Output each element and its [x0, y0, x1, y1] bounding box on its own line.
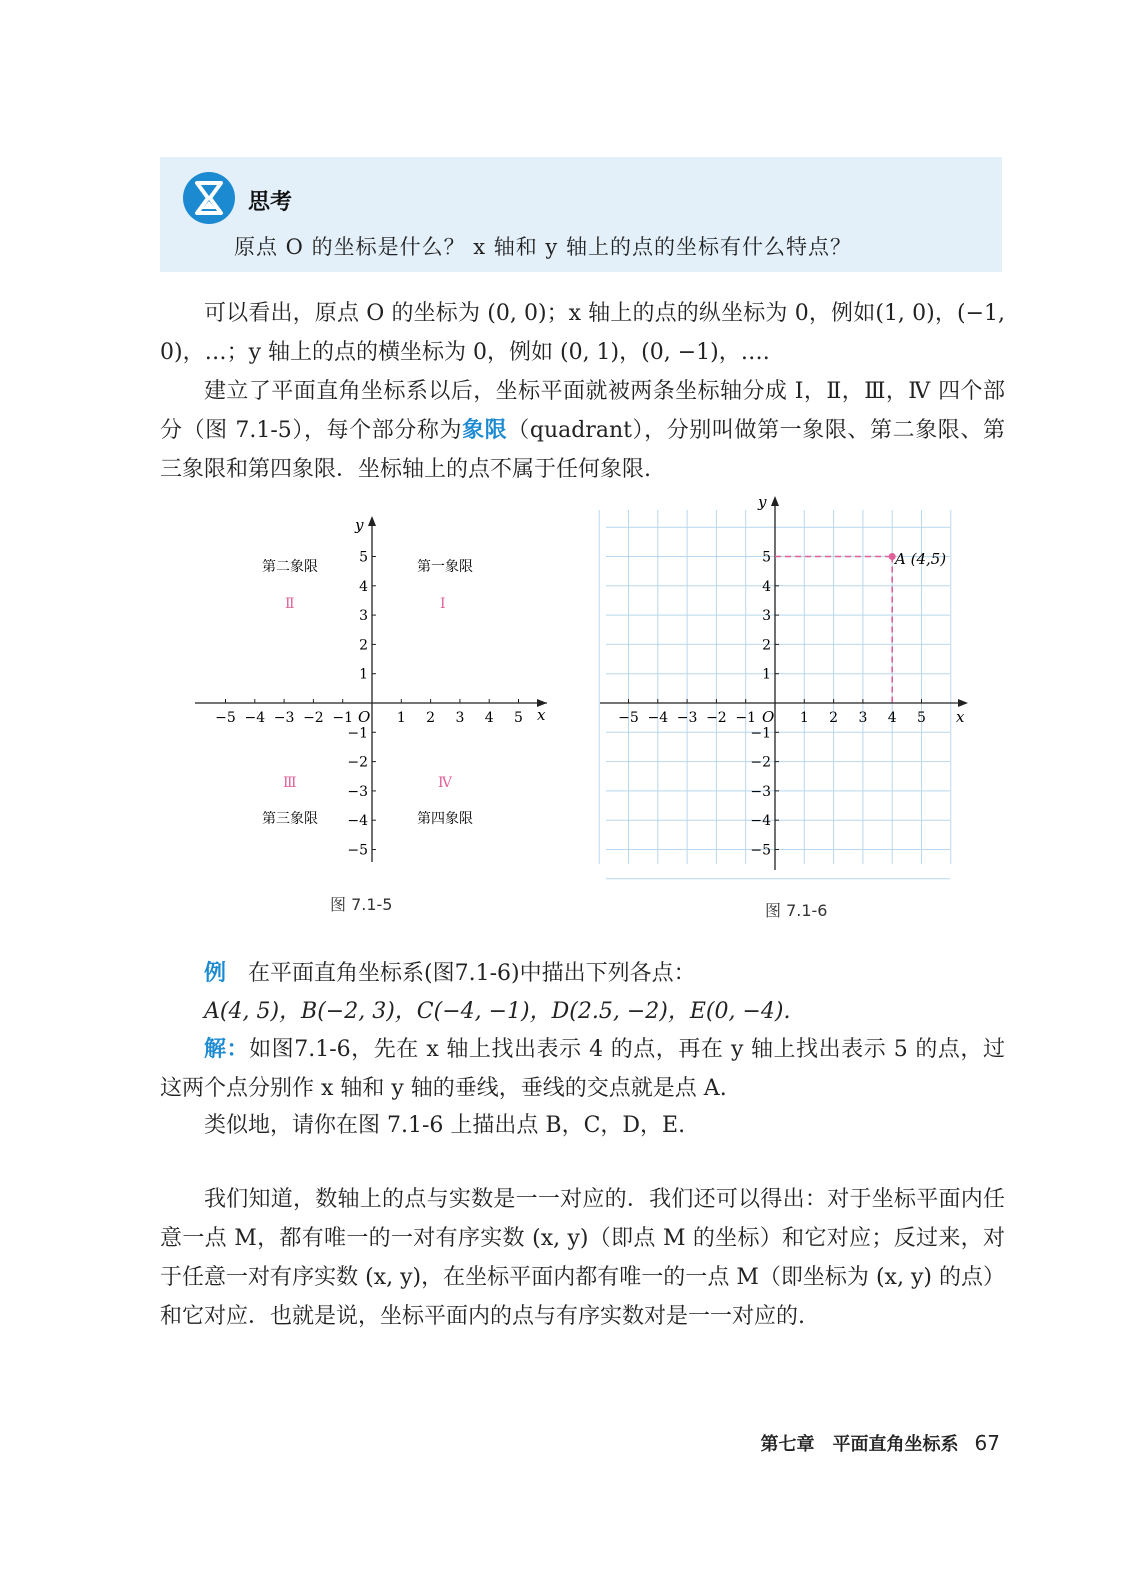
fig2-y-label: y — [758, 493, 767, 511]
fig1-y-tick-label: −5 — [347, 842, 368, 859]
fig2-y-tick-label: −2 — [750, 754, 771, 771]
fig2-y-tick-label: 2 — [762, 637, 771, 654]
similar-paragraph: 类似地，请你在图 7.1-6 上描出点 B，C，D，E. — [204, 1113, 686, 1138]
quadrant2-name: 第二象限 — [262, 559, 318, 575]
fig1-y-tick-label: 4 — [359, 578, 368, 595]
fig2-y-tick-label: 4 — [762, 578, 771, 595]
solution-text: 如图7.1-6，先在 x 轴上找出表示 4 的点，再在 y 轴上找出表示 5 的点，过这两个点分别作 x 轴和 y 轴的垂线，垂线的交点就是点 A. — [160, 1037, 1005, 1101]
example-points: A(4, 5)，B(−2, 3)，C(−4, −1)，D(2.5, −2)，E(0, −4). — [204, 999, 791, 1024]
fig1-x-tick-label: 2 — [426, 710, 436, 726]
fig1-y-tick-label: 5 — [359, 549, 368, 566]
quadrant4-name: 第四象限 — [417, 811, 473, 827]
fig1-y-tick-label: 1 — [359, 666, 368, 683]
fig2-x-tick-label: −3 — [676, 710, 698, 726]
fig1-x-tick-label: 5 — [514, 710, 523, 726]
fig1-y-tick-label: −3 — [347, 783, 368, 800]
figure-grid-point-a — [598, 492, 978, 882]
point-a-label: A (4,5) — [895, 550, 947, 568]
example-line1 — [160, 954, 1005, 993]
fig2-x-tick-label: −5 — [618, 710, 639, 726]
fig1-y-tick-label: 2 — [359, 637, 368, 654]
fig2-x-tick-label: −2 — [706, 710, 727, 726]
fig2-y-tick-label: 1 — [762, 666, 771, 683]
chapter-title: 第七章 平面直角坐标系 — [760, 1434, 959, 1455]
figure-quadrants — [195, 510, 565, 880]
fig2-x-arrow — [958, 699, 968, 707]
fig2-x-tick-label: 3 — [858, 710, 868, 726]
fig2-origin-label: O — [762, 708, 775, 726]
paragraph-origin: 可以看出，原点 O 的坐标为 (0, 0)；x 轴上的点的纵坐标为 0，例如(1, 0)，(−1, 0)，…；y 轴上的点的横坐标为 0，例如 (0, 1)，(0, −1)，…. — [160, 301, 1005, 365]
figure-7-1-6-caption: 图 7.1-6 — [765, 901, 828, 920]
fig2-x-tick-label: −4 — [647, 710, 669, 726]
fig1-x-tick-label: −1 — [332, 710, 354, 726]
quadrant1-name: 第一象限 — [417, 559, 473, 575]
solution-label: 解： — [204, 1037, 250, 1062]
fig1-x-tick-label: 3 — [455, 710, 465, 726]
quadrant1-numeral: Ⅰ — [440, 596, 446, 612]
fig1-y-tick-label: 3 — [359, 608, 368, 625]
paragraph-quadrants — [160, 372, 1005, 489]
quadrant2-numeral: Ⅱ — [285, 596, 295, 612]
fig2-x-tick-label: 4 — [887, 710, 897, 726]
paragraph-correspondence: 我们知道，数轴上的点与实数是一一对应的．我们还可以得出：对于坐标平面内任意一点 M，都有唯一的一对有序实数 (x, y)（即点 M 的坐标）和它对应；反过来，对于任意一对有序实数 (x, y)，在坐标平面内都有唯一的一点 M（即坐标为 (x, y) 的点）和它对应．也就是说，坐标平面内的点与有序实数对是一一对应的. — [160, 1187, 1005, 1329]
fig1-y-tick-label: −1 — [347, 725, 368, 742]
fig1-axes — [195, 516, 547, 862]
quadrant3-numeral: Ⅲ — [283, 775, 297, 791]
fig2-y-tick-label: 5 — [762, 549, 771, 566]
fig1-x-tick-label: −3 — [273, 710, 295, 726]
paragraph-quadrants-before: 建立了平面直角坐标系以后，坐标平面就被两条坐标轴分成 Ⅰ，Ⅱ，Ⅲ，Ⅳ 四个部分（图 7.1-5），每个部分称为 — [160, 379, 1005, 443]
fig1-origin-label: O — [358, 708, 371, 726]
think-question: 原点 O 的坐标是什么？ x 轴和 y 轴上的点的坐标有什么特点？ — [234, 235, 852, 259]
fig2-x-tick-label: 1 — [799, 710, 809, 726]
hourglass-icon — [182, 171, 236, 225]
example-text: 在平面直角坐标系(图7.1-6)中描出下列各点： — [248, 961, 696, 986]
fig2-x-label: x — [956, 708, 965, 726]
page-number: 67 — [974, 1431, 1000, 1455]
fig1-x-tick-label: −2 — [303, 710, 324, 726]
fig1-x-label: x — [537, 706, 546, 724]
fig2-y-tick-label: 3 — [762, 608, 771, 625]
fig2-point — [775, 553, 896, 703]
quadrant4-numeral: Ⅳ — [438, 775, 452, 791]
fig1-x-tick-label: −5 — [215, 710, 236, 726]
fig2-y-tick-label: −3 — [750, 783, 771, 800]
think-title: 思考 — [248, 190, 293, 215]
solution-paragraph — [160, 1030, 1005, 1108]
example-line2 — [160, 992, 1005, 1031]
example-label: 例 — [204, 961, 227, 986]
fig1-y-label: y — [355, 516, 364, 534]
fig1-y-tick-label: −2 — [347, 754, 368, 771]
think-box — [160, 157, 1002, 272]
paragraph-quadrants-after: （quadrant），分别叫做第一象限、第二象限、第三象限和第四象限．坐标轴上的点不属于任何象限. — [160, 418, 1005, 482]
fig1-x-tick-label: −4 — [244, 710, 266, 726]
fig1-y-arrow — [368, 516, 376, 526]
quadrant3-name: 第三象限 — [262, 811, 318, 827]
fig2-y-arrow — [771, 496, 779, 506]
fig2-y-tick-label: −4 — [750, 813, 771, 830]
fig1-x-tick-label: 4 — [484, 710, 494, 726]
page-footer — [761, 1430, 1000, 1456]
fig1-y-tick-label: −4 — [347, 813, 368, 830]
fig1-x-tick-label: 1 — [396, 710, 406, 726]
fig2-y-tick-label: −1 — [750, 725, 771, 742]
figure-7-1-5-caption: 图 7.1-5 — [330, 895, 393, 914]
fig2-y-tick-label: −5 — [750, 842, 771, 859]
term-quadrant: 象限 — [462, 418, 508, 443]
fig2-x-tick-label: 5 — [917, 710, 926, 726]
fig2-x-tick-label: 2 — [829, 710, 839, 726]
fig2-x-tick-label: −1 — [735, 710, 757, 726]
